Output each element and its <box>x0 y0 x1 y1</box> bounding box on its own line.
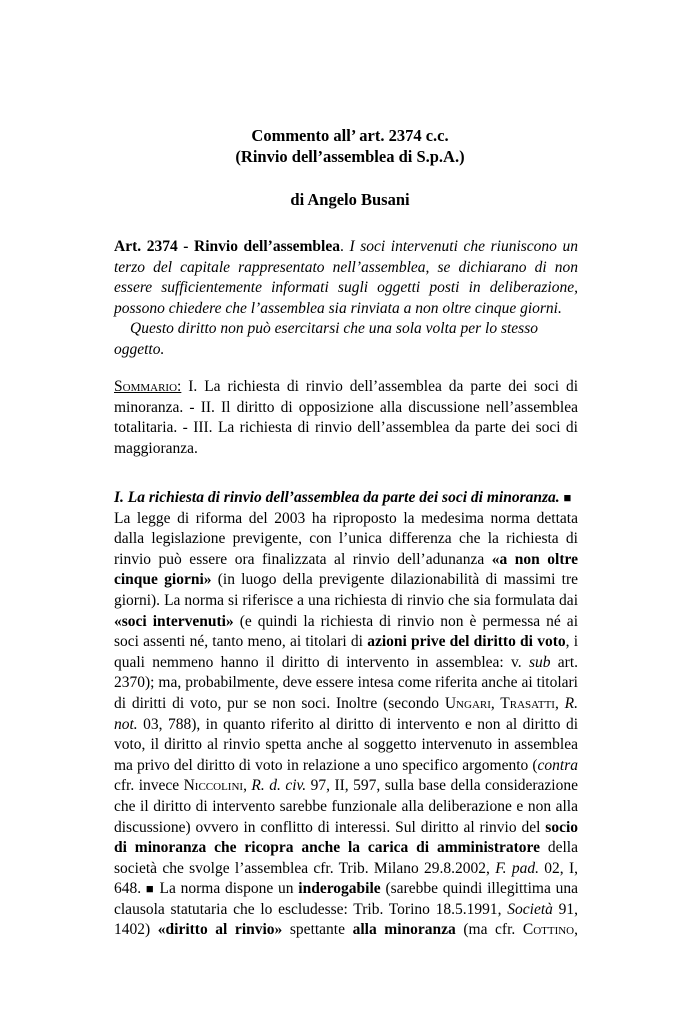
article-line-5: Questo diritto non può esercitarsi che una sola volta per lo stesso <box>130 320 538 338</box>
article-label: Art. 2374 - Rinvio dell’assemblea <box>114 238 340 255</box>
section-body: I. La richiesta di rinvio dell’assemblea da parte dei soci di minoranza. ■ La legge di riforma del 2003 ha riproposto la medesima norma dettata dalla legislazione previgente, con l’unica differenza che la richiesta di rinvio può essere ora finalizzata al rinvio dell’adunanza «a non oltre cinque giorni» (in luogo della previgente dilazionabilità di massimi tre giorni). La norma si riferisce a una richiesta di rinvio che sia formulata dai «soci intervenuti» (e quindi la richiesta di rinvio non è permessa né ai soci assenti né, tanto meno, ai titolari di azioni prive del diritto di voto, i quali nemmeno hanno il diritto di intervento in assemblea: v. sub art. 2370); ma, probabilmente, deve essere intesa come riferita anche ai titolari di diritti di voto, pur se non soci. Inoltre (secondo Ungari, Trasatti, R. not. 03, 788), in quanto riferito al diritto di intervento e non al diritto di voto, il diritto al rinvio spetta anche al soggetto intervenuto in assemblea ma privo del diritto di voto in relazione a uno specifico argomento (contra cfr. invece Niccolini, R. d. civ. 97, II, 597, sulla base della considerazione che il diritto di intervento sarebbe funzionale alla deliberazione e non alla discussione) ovvero in conflitto di interessi. Sul diritto al rinvio del socio di minoranza che ricopra anche la carica di amministratore della società che svolge l’assemblea cfr. Trib. Milano 29.8.2002, F. pad. 02, I, 648. ■ La norma dispone un inderogabile (sarebbe quindi illegittima una clausola statutaria che lo escludesse: Trib. Torino 18.5.1991, Società 91, 1402) «diritto al rinvio» spettante alla minoranza (ma cfr. Cottino, <box>114 489 579 939</box>
article-line-1: Art. 2374 - Rinvio dell’assemblea. I soci intervenuti che riuniscono un <box>114 238 579 255</box>
section-heading: I. La richiesta di rinvio dell’assemblea da parte dei soci di minoranza. <box>114 489 560 506</box>
document-author: di Angelo Busani <box>290 190 410 209</box>
article-line-3: essere sufficientemente informati sugli oggetti posti in deliberazione, <box>114 279 578 297</box>
summary-block: Sommario: I. La richiesta di rinvio dell’assemblea da parte dei soci di minoranza. - II. Il diritto di opposizione alla discussione nell’assemblea totalitaria. - III. La richiesta di rinvio dell’assemblea da parte dei soci di maggioranza. <box>114 378 579 457</box>
summary-line-2: minoranza. - II. Il diritto di opposizione alla discussione nell’assemblea <box>114 398 578 416</box>
document-subtitle: (Rinvio dell’assemblea di S.p.A.) <box>235 147 465 166</box>
article-line-2: terzo del capitale rappresentato nell’assemblea, se dichiarano di non <box>114 258 578 276</box>
square-bullet-icon: ■ <box>563 490 572 505</box>
article-line-4: possono chiedere che l’assemblea sia rinviata a non oltre cinque giorni. <box>114 299 562 317</box>
article-text <box>114 237 578 361</box>
summary-label: Sommario: <box>114 378 182 395</box>
document-title: Commento all’ art. 2374 c.c. <box>251 126 449 145</box>
summary-line-4: maggioranza. <box>114 439 198 457</box>
summary-line-3: totalitaria. - III. La richiesta di rinvio dell’assemblea da parte dei soci di <box>114 419 578 437</box>
square-bullet-icon: ■ <box>145 881 155 897</box>
article-line-6: oggetto. <box>114 340 165 358</box>
